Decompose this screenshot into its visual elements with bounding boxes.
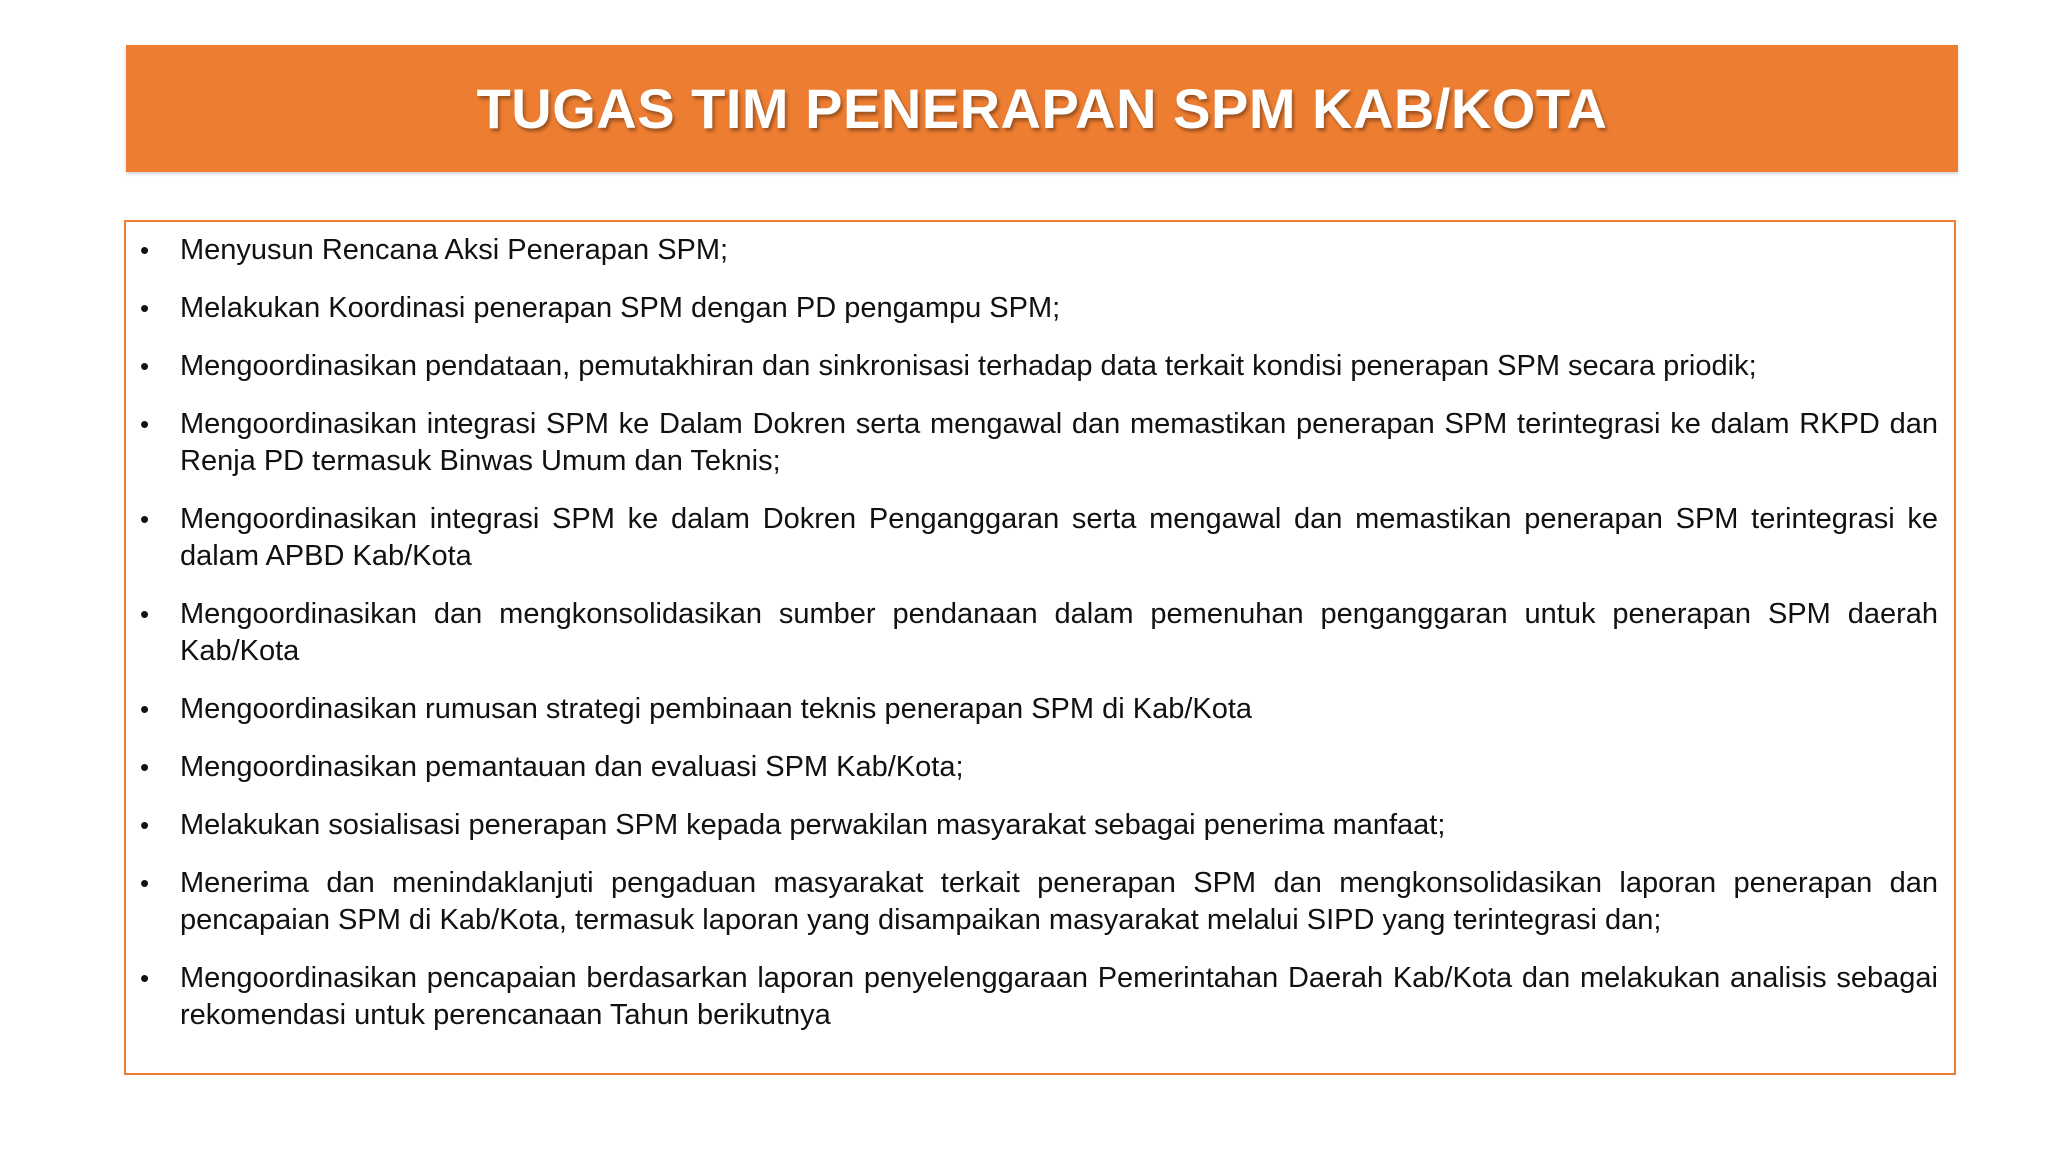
list-item: [126, 290, 1938, 327]
list-item: [126, 807, 1938, 844]
task-text: Mengoordinasikan integrasi SPM ke Dalam Dokren serta mengawal dan memastikan penerapan SPM terintegrasi ke dalam RKPD dan Renja PD termasuk Binwas Umum dan Teknis;: [180, 408, 1938, 477]
list-item: [126, 406, 1938, 480]
task-text: Menerima dan menindaklanjuti pengaduan masyarakat terkait penerapan SPM dan mengkonsolidasikan laporan penerapan dan pencapaian SPM di Kab/Kota, termasuk laporan yang disampaikan masyarakat melalui SIPD yang terintegrasi dan;: [180, 867, 1938, 936]
task-text: Melakukan Koordinasi penerapan SPM dengan PD pengampu SPM;: [180, 292, 1061, 324]
task-text: Menyusun Rencana Aksi Penerapan SPM;: [180, 234, 729, 266]
task-text: Mengoordinasikan pencapaian berdasarkan laporan penyelenggaraan Pemerintahan Daerah Kab/Kota dan melakukan analisis sebagai rekomendasi untuk perencanaan Tahun berikutnya: [180, 962, 1938, 1031]
list-item: [126, 865, 1938, 939]
bullet-icon: •: [140, 963, 150, 993]
list-item: [126, 596, 1938, 670]
bullet-icon: •: [140, 810, 150, 840]
slide-title: TUGAS TIM PENERAPAN SPM KAB/KOTA: [476, 77, 1608, 140]
list-item: [126, 691, 1938, 728]
list-item: [126, 232, 1938, 269]
bullet-icon: •: [140, 752, 150, 782]
bullet-icon: •: [140, 694, 150, 724]
list-item: [126, 501, 1938, 575]
list-item: [126, 348, 1938, 385]
bullet-icon: •: [140, 351, 150, 381]
task-text: Mengoordinasikan dan mengkonsolidasikan sumber pendanaan dalam pemenuhan penganggaran untuk penerapan SPM daerah Kab/Kota: [180, 598, 1938, 667]
task-text: Mengoordinasikan rumusan strategi pembinaan teknis penerapan SPM di Kab/Kota: [180, 693, 1253, 725]
title-banner: [126, 45, 1958, 172]
bullet-icon: •: [140, 599, 150, 629]
task-text: Mengoordinasikan pendataan, pemutakhiran dan sinkronisasi terhadap data terkait kondisi penerapan SPM secara priodik;: [180, 350, 1757, 382]
bullet-icon: •: [140, 868, 150, 898]
task-text: Melakukan sosialisasi penerapan SPM kepada perwakilan masyarakat sebagai penerima manfaat;: [180, 809, 1446, 841]
bullet-icon: •: [140, 409, 150, 439]
bullet-icon: •: [140, 504, 150, 534]
bullet-icon: •: [140, 293, 150, 323]
task-text: Mengoordinasikan pemantauan dan evaluasi SPM Kab/Kota;: [180, 751, 964, 783]
task-text: Mengoordinasikan integrasi SPM ke dalam Dokren Penganggaran serta mengawal dan memastikan penerapan SPM terintegrasi ke dalam APBD Kab/Kota: [180, 503, 1938, 572]
bullet-icon: •: [140, 235, 150, 265]
list-item: [126, 960, 1938, 1034]
task-list: [126, 232, 1938, 1034]
task-list-box: [124, 220, 1956, 1075]
list-item: [126, 749, 1938, 786]
